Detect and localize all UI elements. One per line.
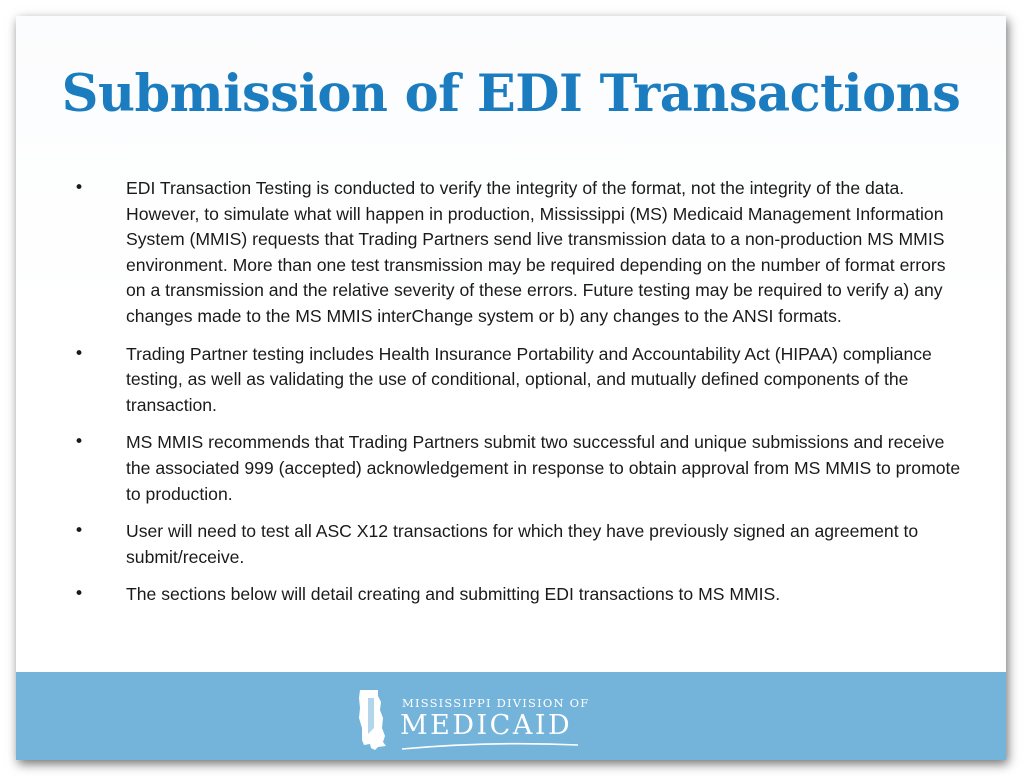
- logo-medicaid-text: MEDICAID: [400, 710, 573, 741]
- bullet-item: [68, 582, 968, 608]
- bullet-list: [68, 176, 968, 620]
- logo-division-text: MISSISSIPPI DIVISION OF: [402, 696, 590, 710]
- medicaid-logo: [356, 688, 596, 752]
- bullet-dot: •: [74, 521, 85, 542]
- bullet-dot: •: [74, 584, 85, 605]
- bullet-text: EDI Transaction Testing is conducted to verify the integrity of the format, not the integrity of the data. However, to simulate what will happen in production, Mississippi (MS) Medicaid Management Information System (MMIS) requests that Trading Partners send live transmission data to a non-production MS MMIS environment. More than one test transmission may be required depending on the number of format errors on a transmission and the relative severity of these errors. Future testing may be required to verify a) any changes made to the MS MMIS interChange system or b) any changes to the ANSI formats.: [126, 178, 946, 326]
- mississippi-state-icon: [356, 688, 390, 752]
- bullet-text: The sections below will detail creating and submitting EDI transactions to MS MMIS.: [126, 584, 781, 605]
- bullet-dot: •: [74, 432, 85, 453]
- logo-swoosh-icon: [400, 739, 580, 753]
- bullet-text: MS MMIS recommends that Trading Partners submit two successful and unique submissions and receive the associated 999 (accepted) acknowledgement in response to obtain approval from MS MMIS to promote to production.: [126, 432, 961, 504]
- bullet-dot: •: [74, 178, 85, 198]
- bullet-text: Trading Partner testing includes Health Insurance Portability and Accountability Act (HIPAA) compliance testing, as well as validating the use of conditional, optional, and mutually defined components of the transaction.: [126, 343, 932, 415]
- slide-title: Submission of EDI Transactions: [61, 64, 961, 124]
- bullet-dot: •: [74, 343, 85, 364]
- bullet-item: [68, 176, 968, 330]
- bullet-item: [68, 342, 968, 419]
- bullet-item: [68, 430, 968, 507]
- slide: [16, 16, 1006, 760]
- bullet-text: User will need to test all ASC X12 transactions for which they have previously signed an agreement to submit/receive.: [126, 521, 919, 567]
- bullet-item: [68, 519, 968, 570]
